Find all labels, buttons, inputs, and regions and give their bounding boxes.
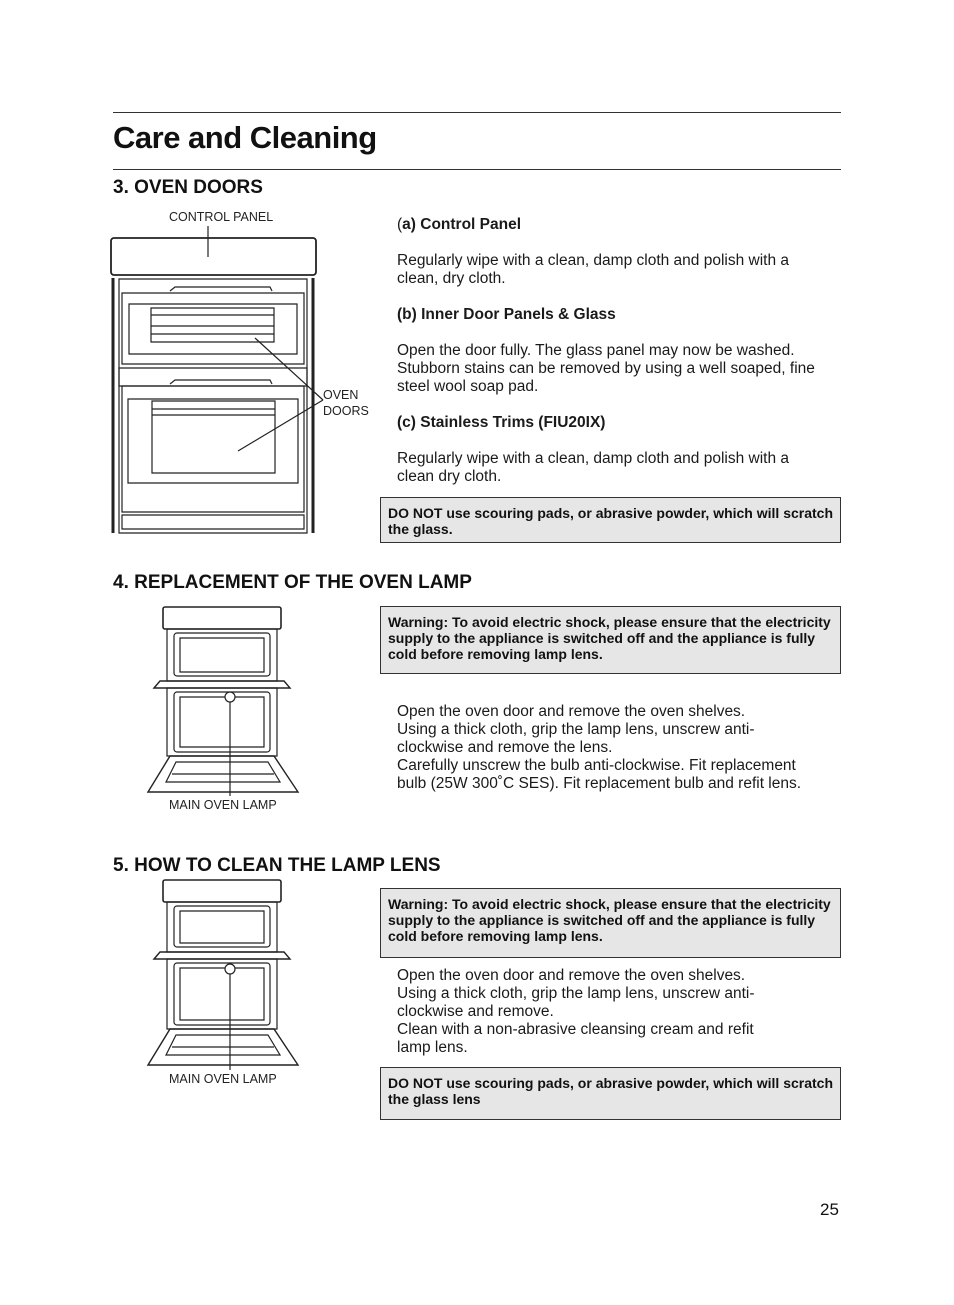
inner-door-text: Open the door fully. The glass panel may now be washed. Stubborn stains can be removed by using a well soaped, fine steel wool soap pad. [397,342,815,395]
lamp-lens-steps [397,967,792,1057]
page-number: 25 [820,1200,839,1219]
section-lamp-lens-heading: 5. HOW TO CLEAN THE LAMP LENS [113,855,441,876]
oven-lamp-step-2: Using a thick cloth, grip the lamp lens, unscrew anti-clockwise and remove the lens. [397,721,755,756]
oven-doors-label-line1: OVEN [323,388,359,402]
lamp-lens-note: DO NOT use scouring pads, or abrasive powder, which will scratch the glass lens [380,1067,841,1120]
oven-lamp-step-1: Open the oven door and remove the oven shelves. [397,703,746,720]
oven-lamp-step-3: Carefully unscrew the bulb anti-clockwise. Fit replacement bulb (25W 300˚C SES). Fit replacement bulb and refit lens. [397,757,802,792]
oven-doors-note: DO NOT use scouring pads, or abrasive powder, which will scratch the glass. [380,497,841,543]
section-oven-doors-heading: 3. OVEN DOORS [113,177,263,198]
page-title: Care and Cleaning [113,120,377,155]
control-panel-heading [397,216,521,234]
oven-doors-illustration [108,225,378,537]
section-oven-lamp-heading: 4. REPLACEMENT OF THE OVEN LAMP [113,572,472,593]
inner-door-heading: (b) Inner Door Panels & Glass [397,306,616,323]
oven-doors-label [323,387,369,419]
control-panel-heading-text: a) Control Panel [402,216,522,233]
control-panel-text: Regularly wipe with a clean, damp cloth and polish with a clean, dry cloth. [397,252,790,287]
stainless-trims-text: Regularly wipe with a clean, damp cloth and polish with a clean dry cloth. [397,450,790,485]
oven-lamp-warning: Warning: To avoid electric shock, please ensure that the electricity supply to the appliance is switched off and the appliance is fully cold before removing lamp lens. [380,606,841,674]
lamp-lens-step-3: Clean with a non-abrasive cleansing cream and refit lamp lens. [397,1021,754,1056]
oven-doors-label-line2: DOORS [323,404,369,418]
lamp-lens-illustration [146,877,302,1073]
oven-lamp-steps [397,703,827,793]
lamp-lens-step-2: Using a thick cloth, grip the lamp lens, unscrew anti-clockwise and remove. [397,985,755,1020]
oven-lamp-illustration [146,604,302,798]
title-rule [113,169,841,170]
control-panel-heading-prefix: ( [397,216,403,233]
lamp-lens-warning: Warning: To avoid electric shock, please ensure that the electricity supply to the appliance is switched off and the appliance is fully cold before removing lamp lens. [380,888,841,958]
control-panel-label: CONTROL PANEL [169,210,274,224]
lamp-lens-label: MAIN OVEN LAMP [169,1072,277,1086]
top-rule [113,112,841,113]
stainless-trims-heading: (c) Stainless Trims (FIU20IX) [397,414,606,431]
oven-lamp-label: MAIN OVEN LAMP [169,798,277,812]
lamp-lens-step-1: Open the oven door and remove the oven shelves. [397,967,746,984]
